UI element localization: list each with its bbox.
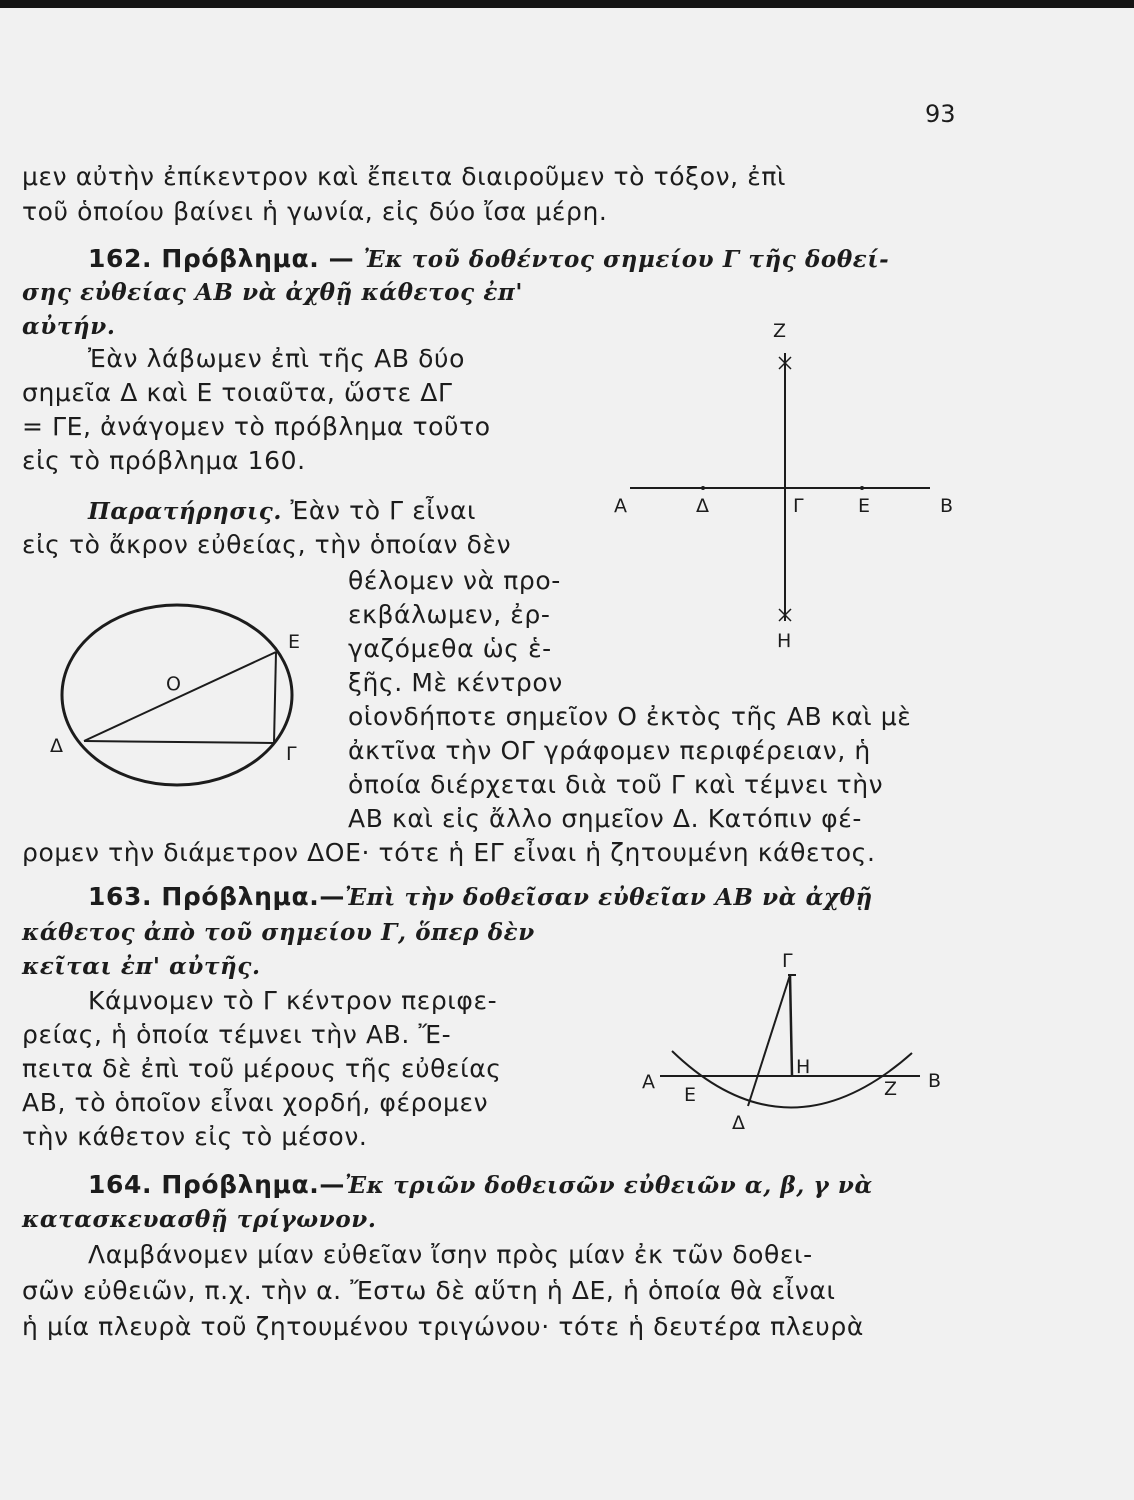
label-z: Z (773, 320, 787, 342)
label-g: Γ (793, 495, 804, 517)
label-z: Ζ (884, 1078, 898, 1100)
problem-163-body-5: τὴν κάθετον εἰς τὸ μέσον. (22, 1122, 368, 1151)
label-d: Δ (696, 495, 709, 517)
remark-line-10: ΑΒ καὶ εἰς ἄλλο σημεῖον Δ. Κατόπιν φέ- (348, 804, 862, 833)
remark-line-11: ρομεν τὴν διάμετρον ΔΟΕ· τότε ἡ ΕΓ εἶναι ἡ ζητουμένη κάθετος. (22, 838, 876, 867)
figure-perpendicular-from-point (600, 305, 970, 655)
problem-164-title-line-2: κατασκευασθῇ τρίγωνον. (22, 1206, 377, 1233)
label-e: Ε (288, 631, 301, 653)
remark-line-8: ἀκτῖνα τὴν ΟΓ γράφομεν περιφέρειαν, ἡ (348, 736, 871, 765)
remark-line-1 (88, 494, 476, 529)
remark-line-9: ὁποία διέρχεται διὰ τοῦ Γ καὶ τέμνει τὴν (348, 770, 884, 799)
figure-circle-construction (40, 600, 340, 800)
point-e (860, 486, 864, 490)
problem-162-heading: 162. Πρόβλημα. — (88, 244, 364, 273)
problem-164-title-line-1 (88, 1168, 873, 1203)
remark-line-2: εἰς τὸ ἄκρον εὐθείας, τὴν ὁποίαν δὲν (22, 530, 512, 559)
label-a: Α (614, 495, 627, 517)
problem-163-heading: 163. Πρόβλημα.— (88, 882, 345, 911)
circle (62, 605, 292, 785)
label-b: Β (940, 495, 954, 517)
problem-162-body-3: = ΓΕ, ἀνάγομεν τὸ πρόβλημα τοῦτο (22, 412, 491, 441)
label-e: Ε (858, 495, 871, 517)
remark-line-6: ξῆς. Μὲ κέντρον (348, 668, 563, 697)
problem-164-body-3: ἡ μία πλευρὰ τοῦ ζητουμένου τριγώνου· τότε ἡ δευτέρα πλευρὰ (22, 1312, 864, 1341)
problem-162-body-1: Ἐὰν λάβωμεν ἐπὶ τῆς ΑΒ δύο (88, 344, 466, 373)
label-h: Η (777, 630, 792, 652)
label-g: Γ (286, 743, 297, 765)
problem-163-body-2: ρείας, ἡ ὁποία τέμνει τὴν ΑΒ. Ἔ- (22, 1020, 452, 1049)
problem-162-body-4: εἰς τὸ πρόβλημα 160. (22, 446, 306, 475)
remark-line-7: οἱονδήποτε σημεῖον Ο ἐκτὸς τῆς ΑΒ καὶ μὲ (348, 702, 912, 731)
label-a: Α (642, 1071, 655, 1093)
label-d: Δ (50, 735, 63, 757)
page-number: 93 (925, 100, 956, 128)
label-g: Γ (782, 950, 793, 972)
label-d: Δ (732, 1112, 745, 1134)
problem-162-statement-1: Ἐκ τοῦ δοθέντος σημείου Γ τῆς δοθεί- (363, 246, 890, 273)
problem-164-body-1: Λαμβάνομεν μίαν εὐθεῖαν ἴσην πρὸς μίαν ἐκ τῶν δοθει- (88, 1240, 813, 1269)
point-d (701, 486, 705, 490)
problem-163-title-line-1 (88, 880, 873, 915)
problem-164-heading: 164. Πρόβλημα.— (88, 1170, 345, 1199)
chord-dg (84, 741, 274, 743)
figure-perpendicular-from-external-point (630, 945, 960, 1135)
problem-163-body-1: Κάμνομεν τὸ Γ κέντρον περιφε- (88, 986, 498, 1015)
problem-162-title-line-1 (88, 242, 889, 277)
perpendicular-gh (790, 975, 792, 1076)
segment-gd (748, 975, 790, 1106)
remark-line-1-text: Ἐὰν τὸ Γ εἶναι (281, 496, 477, 525)
label-b: Β (928, 1070, 942, 1092)
label-h: Η (796, 1056, 811, 1078)
label-o: Ο (166, 673, 181, 695)
problem-163-body-3: πειτα δὲ ἐπὶ τοῦ μέρους τῆς εὐθείας (22, 1054, 502, 1083)
page-top-edge (0, 0, 1134, 8)
problem-163-title-line-2: κάθετος ἀπὸ τοῦ σημείου Γ, ὅπερ δὲν (22, 919, 535, 946)
problem-164-statement-1: Ἐκ τριῶν δοθεισῶν εὐθειῶν α, β, γ νὰ (344, 1172, 873, 1199)
intro-line-1: μεν αὐτὴν ἐπίκεντρον καὶ ἔπειτα διαιροῦμεν τὸ τόξον, ἐπὶ (22, 162, 787, 191)
problem-162-title-line-3: αὐτήν. (22, 313, 116, 340)
diameter-doe (84, 652, 276, 741)
problem-162-title-line-2: σης εὐθείας ΑΒ νὰ ἀχθῇ κάθετος ἐπ' (22, 279, 523, 306)
label-e: Ε (684, 1084, 697, 1106)
remark-line-4: εκβάλωμεν, ἐρ- (348, 600, 551, 629)
problem-163-statement-1: Ἐπὶ τὴν δοθεῖσαν εὐθεῖαν ΑΒ νὰ ἀχθῇ (344, 884, 873, 911)
remark-line-3: θέλομεν νὰ προ- (348, 566, 561, 595)
problem-163-body-4: ΑΒ, τὸ ὁποῖον εἶναι χορδή, φέρομεν (22, 1088, 489, 1117)
remark-label: Παρατήρησις. (88, 498, 282, 525)
remark-line-5: γαζόμεθα ὡς ἑ- (348, 634, 552, 663)
perpendicular-eg (274, 652, 276, 743)
intro-line-2: τοῦ ὁποίου βαίνει ἡ γωνία, εἰς δύο ἴσα μέρη. (22, 197, 608, 226)
problem-162-body-2: σημεῖα Δ καὶ Ε τοιαῦτα, ὥστε ΔΓ (22, 378, 453, 407)
problem-163-title-line-3: κεῖται ἐπ' αὐτῆς. (22, 953, 261, 980)
problem-164-body-2: σῶν εὐθειῶν, π.χ. τὴν α. Ἔστω δὲ αὕτη ἡ ΔΕ, ἡ ὁποία θὰ εἶναι (22, 1276, 836, 1305)
